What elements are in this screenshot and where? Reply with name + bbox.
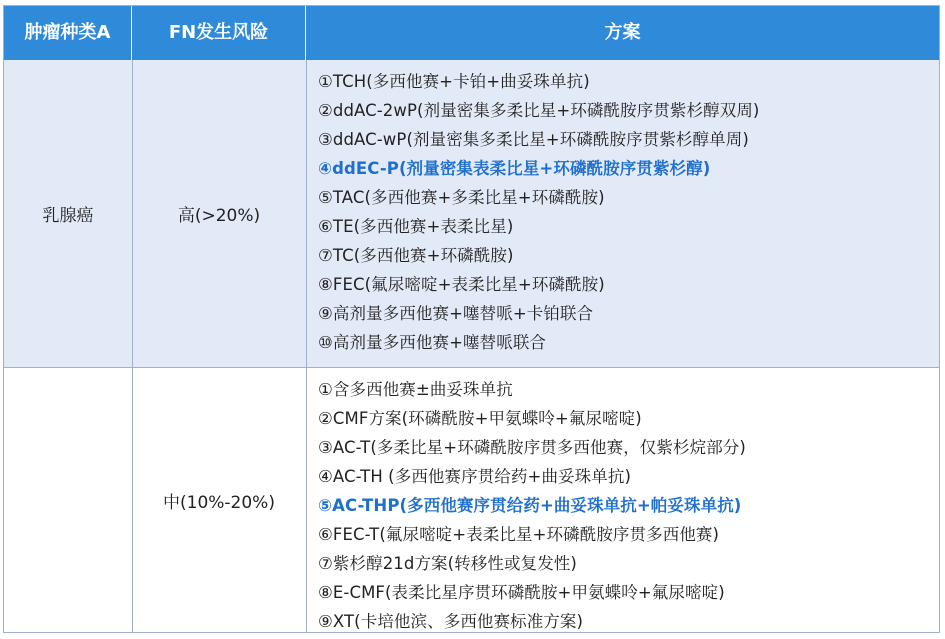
regimen-item: ⑤AC-THP(多西他赛序贯给药+曲妥珠单抗+帕妥珠单抗) [318, 496, 742, 515]
table-row [4, 368, 939, 632]
regimen-item: ②ddAC-2wP(剂量密集多柔比星+环磷酰胺序贯紫杉醇双周) [318, 101, 760, 120]
tumor-type-cell [4, 368, 132, 632]
regimen-item: ⑥FEC-T(氟尿嘧啶+表柔比星+环磷酰胺序贯多西他赛) [318, 525, 720, 544]
regimen-item: ④ddEC-P(剂量密集表柔比星+环磷酰胺序贯紫杉醇) [318, 159, 711, 178]
regimen-item: ⑨XT(卡培他滨、多西他赛标准方案) [318, 612, 584, 631]
regimen-item: ②CMF方案(环磷酰胺+甲氨蝶呤+氟尿嘧啶) [318, 409, 642, 428]
table-row [4, 60, 939, 368]
regimen-list [318, 375, 935, 636]
regimen-item: ⑧FEC(氟尿嘧啶+表柔比星+环磷酰胺) [318, 275, 605, 294]
table-header [4, 6, 939, 60]
regimen-item: ①TCH(多西他赛+卡铂+曲妥珠单抗) [318, 72, 590, 91]
column-divider [306, 368, 307, 632]
regimen-list [318, 67, 935, 357]
regimen-item: ①含多西他赛±曲妥珠单抗 [318, 380, 513, 399]
regimen-item: ⑦TC(多西他赛+环磷酰胺) [318, 246, 514, 265]
regimen-item: ③ddAC-wP(剂量密集多柔比星+环磷酰胺序贯紫杉醇单周) [318, 130, 749, 149]
regimen-item: ⑥TE(多西他赛+表柔比星) [318, 217, 514, 236]
header-fn-risk: FN发生风险 [132, 6, 306, 60]
regimen-item: ⑤TAC(多西他赛+多柔比星+环磷酰胺) [318, 188, 605, 207]
regimen-item: ⑩高剂量多西他赛+噻替哌联合 [318, 333, 547, 352]
regimen-table [3, 5, 940, 633]
regimen-item: ⑦紫杉醇21d方案(转移性或复发性) [318, 554, 577, 573]
regimen-item: ⑨高剂量多西他赛+噻替哌+卡铂联合 [318, 304, 594, 323]
fn-risk-cell: 高(>20%) [177, 206, 261, 226]
regimen-item: ④AC-TH (多西他赛序贯给药+曲妥珠单抗) [318, 467, 631, 486]
regimen-item: ⑧E-CMF(表柔比星序贯环磷酰胺+甲氨蝶呤+氟尿嘧啶) [318, 583, 725, 602]
tumor-type-cell: 乳腺癌 [42, 206, 94, 226]
regimen-item: ③AC-T(多柔比星+环磷酰胺序贯多西他赛，仅紫杉烷部分) [318, 438, 746, 457]
header-regimen: 方案 [604, 22, 641, 43]
fn-risk-cell: 中(10%-20%) [163, 492, 275, 513]
column-divider [306, 60, 307, 367]
header-tumor-type: 肿瘤种类A [4, 6, 132, 60]
